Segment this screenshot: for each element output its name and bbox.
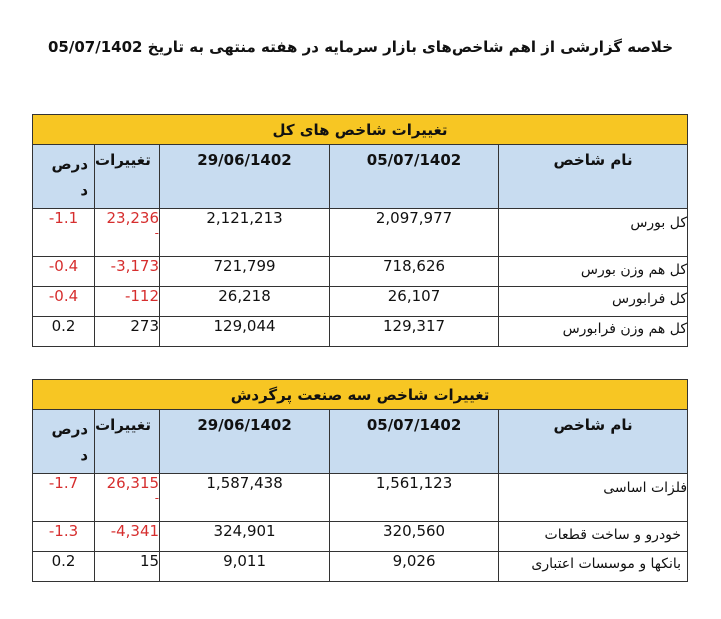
value-change: 15 bbox=[95, 552, 160, 582]
value-date1: 26,107 bbox=[330, 287, 499, 317]
index-name: کل فرابورس bbox=[499, 287, 688, 317]
header-name: نام شاخص bbox=[499, 410, 688, 474]
index-name: خودرو و ساخت قطعات bbox=[499, 522, 688, 552]
table-row bbox=[33, 522, 688, 552]
value-percent: -0.4 bbox=[33, 287, 95, 317]
header-change: تغییرات bbox=[95, 145, 160, 209]
value-date2: 1,587,438 bbox=[160, 474, 330, 522]
table-caption-row bbox=[33, 380, 688, 410]
table-row bbox=[33, 209, 688, 257]
value-date1: 718,626 bbox=[330, 257, 499, 287]
header-date2: 29/06/1402 bbox=[160, 410, 330, 474]
header-name: نام شاخص bbox=[499, 145, 688, 209]
value-change: -112 bbox=[95, 287, 160, 317]
header-percent bbox=[33, 410, 95, 474]
index-name: کل بورس bbox=[499, 209, 688, 257]
index-name: بانکها و موسسات اعتباری bbox=[499, 552, 688, 582]
change-suffix: - bbox=[154, 226, 160, 240]
index-name: کل هم وزن فرابورس bbox=[499, 317, 688, 347]
value-date2: 9,011 bbox=[160, 552, 330, 582]
index-name: کل هم وزن بورس bbox=[499, 257, 688, 287]
table-row bbox=[33, 287, 688, 317]
value-date2: 721,799 bbox=[160, 257, 330, 287]
value-percent: 0.2 bbox=[33, 552, 95, 582]
table-caption-row bbox=[33, 115, 688, 145]
value-percent: -1.3 bbox=[33, 522, 95, 552]
header-percent-line2: د bbox=[80, 446, 89, 464]
index-name: فلزات اساسی bbox=[499, 474, 688, 522]
change-number: 26,315 bbox=[106, 474, 160, 492]
value-percent: -0.4 bbox=[33, 257, 95, 287]
table-row bbox=[33, 474, 688, 522]
table-header-row bbox=[33, 145, 688, 209]
value-percent: -1.7 bbox=[33, 474, 95, 522]
table-caption: تغییرات شاخص های کل bbox=[33, 115, 688, 145]
value-change bbox=[95, 474, 160, 522]
value-date2: 324,901 bbox=[160, 522, 330, 552]
table-header-row bbox=[33, 410, 688, 474]
value-percent: 0.2 bbox=[33, 317, 95, 347]
header-percent-line1: درص bbox=[51, 155, 89, 173]
value-date1: 129,317 bbox=[330, 317, 499, 347]
header-percent-line2: د bbox=[80, 181, 89, 199]
value-date2: 26,218 bbox=[160, 287, 330, 317]
table-caption: تغییرات شاخص سه صنعت پرگردش bbox=[33, 380, 688, 410]
table-row bbox=[33, 317, 688, 347]
table-row bbox=[33, 552, 688, 582]
change-suffix: - bbox=[154, 491, 160, 505]
value-change: -3,173 bbox=[95, 257, 160, 287]
value-change: 273 bbox=[95, 317, 160, 347]
report-title: خلاصه گزارشی از اهم شاخص‌های بازار سرمایه در هفته منتهی به تاریخ 05/07/1402 bbox=[47, 38, 674, 56]
value-date1: 2,097,977 bbox=[330, 209, 499, 257]
header-date1: 05/07/1402 bbox=[330, 410, 499, 474]
header-date1: 05/07/1402 bbox=[330, 145, 499, 209]
header-change: تغییرات bbox=[95, 410, 160, 474]
header-percent bbox=[33, 145, 95, 209]
value-change: -4,341 bbox=[95, 522, 160, 552]
table-row bbox=[33, 257, 688, 287]
value-date2: 129,044 bbox=[160, 317, 330, 347]
value-date1: 1,561,123 bbox=[330, 474, 499, 522]
value-date2: 2,121,213 bbox=[160, 209, 330, 257]
top-industries-table bbox=[32, 379, 688, 582]
total-indices-table bbox=[32, 114, 688, 347]
header-date2: 29/06/1402 bbox=[160, 145, 330, 209]
value-percent: -1.1 bbox=[33, 209, 95, 257]
header-percent-line1: درص bbox=[51, 420, 89, 438]
value-change bbox=[95, 209, 160, 257]
change-number: 23,236 bbox=[106, 209, 160, 227]
value-date1: 9,026 bbox=[330, 552, 499, 582]
value-date1: 320,560 bbox=[330, 522, 499, 552]
